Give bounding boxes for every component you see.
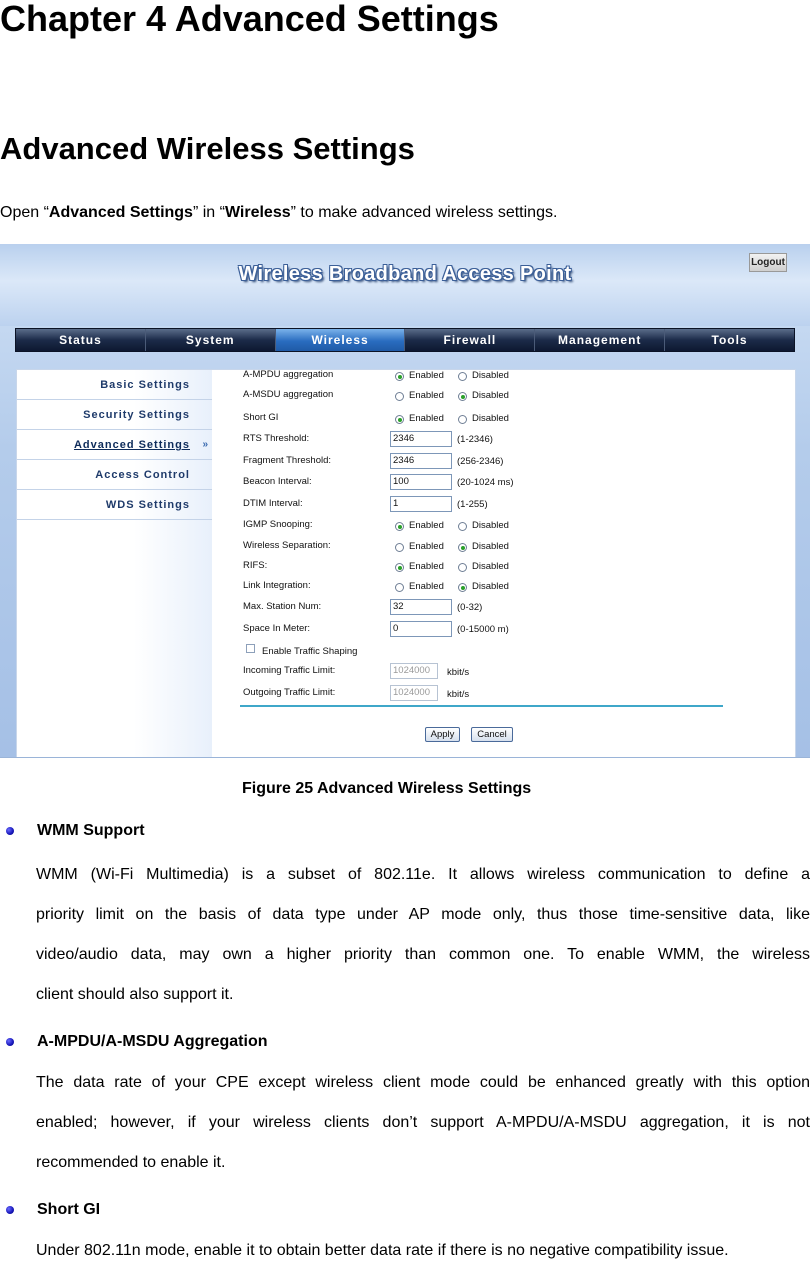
wmm-paragraph bbox=[36, 855, 810, 1015]
main-nav bbox=[15, 328, 795, 352]
outgoing-limit-label: Outgoing Traffic Limit: bbox=[243, 687, 336, 698]
outgoing-limit-unit: kbit/s bbox=[447, 689, 470, 700]
sidebar-item-wds-settings[interactable]: WDS Settings bbox=[17, 490, 212, 520]
sidebar-item-security-settings[interactable]: Security Settings bbox=[17, 400, 212, 430]
rts-threshold-range: (1-2346) bbox=[457, 434, 493, 445]
amsdu-enabled-radio[interactable] bbox=[395, 392, 404, 401]
rifs-label: RIFS: bbox=[243, 560, 268, 571]
short-gi-paragraph bbox=[36, 1231, 810, 1262]
bullet-icon bbox=[6, 1038, 14, 1046]
ampdu-disabled-radio[interactable] bbox=[458, 372, 467, 381]
sidebar bbox=[17, 370, 212, 758]
bullet-icon bbox=[6, 1206, 14, 1214]
separation-enabled-radio[interactable] bbox=[395, 543, 404, 552]
beacon-interval-label: Beacon Interval: bbox=[243, 476, 312, 487]
screenshot-figure bbox=[0, 244, 810, 758]
rifs-disabled-radio[interactable] bbox=[458, 563, 467, 572]
nav-wireless[interactable]: Wireless bbox=[276, 329, 406, 351]
fragment-threshold-label: Fragment Threshold: bbox=[243, 455, 332, 466]
cancel-button[interactable]: Cancel bbox=[471, 727, 513, 742]
traffic-shaping-label: Enable Traffic Shaping bbox=[262, 646, 358, 657]
amsdu-label: A-MSDU aggregation bbox=[243, 389, 334, 400]
paragraph-line: WMM (Wi-Fi Multimedia) is a subset of 802.11e. It allows wireless communication to define a bbox=[36, 866, 810, 883]
content-panel bbox=[16, 369, 796, 758]
paragraph-line: client should also support it. bbox=[36, 986, 234, 1003]
amsdu-disabled-radio[interactable] bbox=[458, 392, 467, 401]
sidebar-item-access-control[interactable]: Access Control bbox=[17, 460, 212, 490]
chapter-title: Chapter 4 Advanced Settings bbox=[0, 0, 499, 39]
max-station-range: (0-32) bbox=[457, 602, 483, 613]
paragraph-line: The data rate of your CPE except wireless client mode could be enhanced greatly with this option bbox=[36, 1074, 810, 1091]
outgoing-limit-input[interactable]: 1024000 bbox=[390, 685, 438, 701]
paragraph-line: recommended to enable it. bbox=[36, 1154, 226, 1171]
brand-title: Wireless Broadband Access Point bbox=[238, 263, 572, 285]
section-title: Advanced Wireless Settings bbox=[0, 131, 415, 166]
ampdu-label: A-MPDU aggregation bbox=[243, 369, 334, 380]
ampdu-enabled-radio[interactable] bbox=[395, 372, 404, 381]
rifs-enabled-radio[interactable] bbox=[395, 563, 404, 572]
separation-disabled-radio[interactable] bbox=[458, 543, 467, 552]
short-gi-enabled-radio[interactable] bbox=[395, 415, 404, 424]
rifs-disabled-label: Disabled bbox=[472, 561, 509, 572]
short-gi-label: Short GI bbox=[243, 412, 279, 423]
sidebar-item-advanced-settings[interactable]: Advanced Settings » bbox=[17, 430, 212, 460]
fragment-threshold-input[interactable]: 2346 bbox=[390, 453, 452, 469]
max-station-label: Max. Station Num: bbox=[243, 601, 322, 612]
amsdu-disabled-label: Disabled bbox=[472, 390, 509, 401]
link-integration-label: Link Integration: bbox=[243, 580, 311, 591]
space-in-meter-input[interactable]: 0 bbox=[390, 621, 452, 637]
apply-button[interactable]: Apply bbox=[425, 727, 460, 742]
dtim-interval-range: (1-255) bbox=[457, 499, 488, 510]
nav-system[interactable]: System bbox=[146, 329, 276, 351]
dtim-interval-input[interactable]: 1 bbox=[390, 496, 452, 512]
link-disabled-radio[interactable] bbox=[458, 583, 467, 592]
nav-firewall[interactable]: Firewall bbox=[405, 329, 535, 351]
separation-disabled-label: Disabled bbox=[472, 541, 509, 552]
igmp-enabled-radio[interactable] bbox=[395, 522, 404, 531]
rifs-enabled-label: Enabled bbox=[409, 561, 444, 572]
advanced-settings-form bbox=[243, 370, 783, 758]
separation-enabled-label: Enabled bbox=[409, 541, 444, 552]
short-gi-heading: Short GI bbox=[37, 1201, 101, 1218]
short-gi-enabled-label: Enabled bbox=[409, 413, 444, 424]
paragraph-line: enabled; however, if your wireless clients don’t support A-MPDU/A-MSDU aggregation, it is not bbox=[36, 1114, 810, 1131]
sidebar-item-basic-settings[interactable]: Basic Settings bbox=[17, 370, 212, 400]
link-enabled-label: Enabled bbox=[409, 581, 444, 592]
paragraph-line: video/audio data, may own a higher priority than common one. To enable WMM, the wireless bbox=[36, 946, 810, 963]
dtim-interval-label: DTIM Interval: bbox=[243, 498, 303, 509]
igmp-enabled-label: Enabled bbox=[409, 520, 444, 531]
max-station-input[interactable]: 32 bbox=[390, 599, 452, 615]
incoming-limit-input[interactable]: 1024000 bbox=[390, 663, 438, 679]
bullet-icon bbox=[6, 827, 14, 835]
incoming-limit-label: Incoming Traffic Limit: bbox=[243, 665, 336, 676]
nav-management[interactable]: Management bbox=[535, 329, 665, 351]
paragraph-line: Under 802.11n mode, enable it to obtain better data rate if there is no negative compatibility issue. bbox=[36, 1242, 729, 1259]
form-divider bbox=[240, 705, 723, 707]
wmm-heading: WMM Support bbox=[37, 822, 145, 839]
amsdu-enabled-label: Enabled bbox=[409, 390, 444, 401]
short-gi-disabled-radio[interactable] bbox=[458, 415, 467, 424]
traffic-shaping-checkbox[interactable] bbox=[246, 644, 255, 653]
logout-button[interactable]: Logout bbox=[749, 253, 787, 272]
nav-status[interactable]: Status bbox=[16, 329, 146, 351]
aggregation-paragraph bbox=[36, 1063, 810, 1183]
ampdu-disabled-label: Disabled bbox=[472, 370, 509, 381]
igmp-snooping-label: IGMP Snooping: bbox=[243, 519, 313, 530]
space-in-meter-label: Space In Meter: bbox=[243, 623, 311, 634]
link-enabled-radio[interactable] bbox=[395, 583, 404, 592]
beacon-interval-input[interactable]: 100 bbox=[390, 474, 452, 490]
aggregation-heading: A-MPDU/A-MSDU Aggregation bbox=[37, 1033, 268, 1050]
chevron-right-icon: » bbox=[202, 439, 208, 450]
space-in-meter-range: (0-15000 m) bbox=[457, 624, 509, 635]
nav-tools[interactable]: Tools bbox=[711, 333, 748, 347]
link-disabled-label: Disabled bbox=[472, 581, 509, 592]
igmp-disabled-radio[interactable] bbox=[458, 522, 467, 531]
wireless-separation-label: Wireless Separation: bbox=[243, 540, 331, 551]
rts-threshold-input[interactable]: 2346 bbox=[390, 431, 452, 447]
igmp-disabled-label: Disabled bbox=[472, 520, 509, 531]
beacon-interval-range: (20-1024 ms) bbox=[457, 477, 514, 488]
fragment-threshold-range: (256-2346) bbox=[457, 456, 504, 467]
short-gi-disabled-label: Disabled bbox=[472, 413, 509, 424]
figure-caption: Figure 25 Advanced Wireless Settings bbox=[242, 780, 532, 797]
incoming-limit-unit: kbit/s bbox=[447, 667, 470, 678]
ampdu-enabled-label: Enabled bbox=[409, 370, 444, 381]
intro-text: Open “Advanced Settings” in “Wireless” to make advanced wireless settings. bbox=[0, 204, 558, 221]
rts-threshold-label: RTS Threshold: bbox=[243, 433, 310, 444]
paragraph-line: priority limit on the basis of data type under AP mode only, thus those time-sensitive data, like bbox=[36, 906, 810, 923]
